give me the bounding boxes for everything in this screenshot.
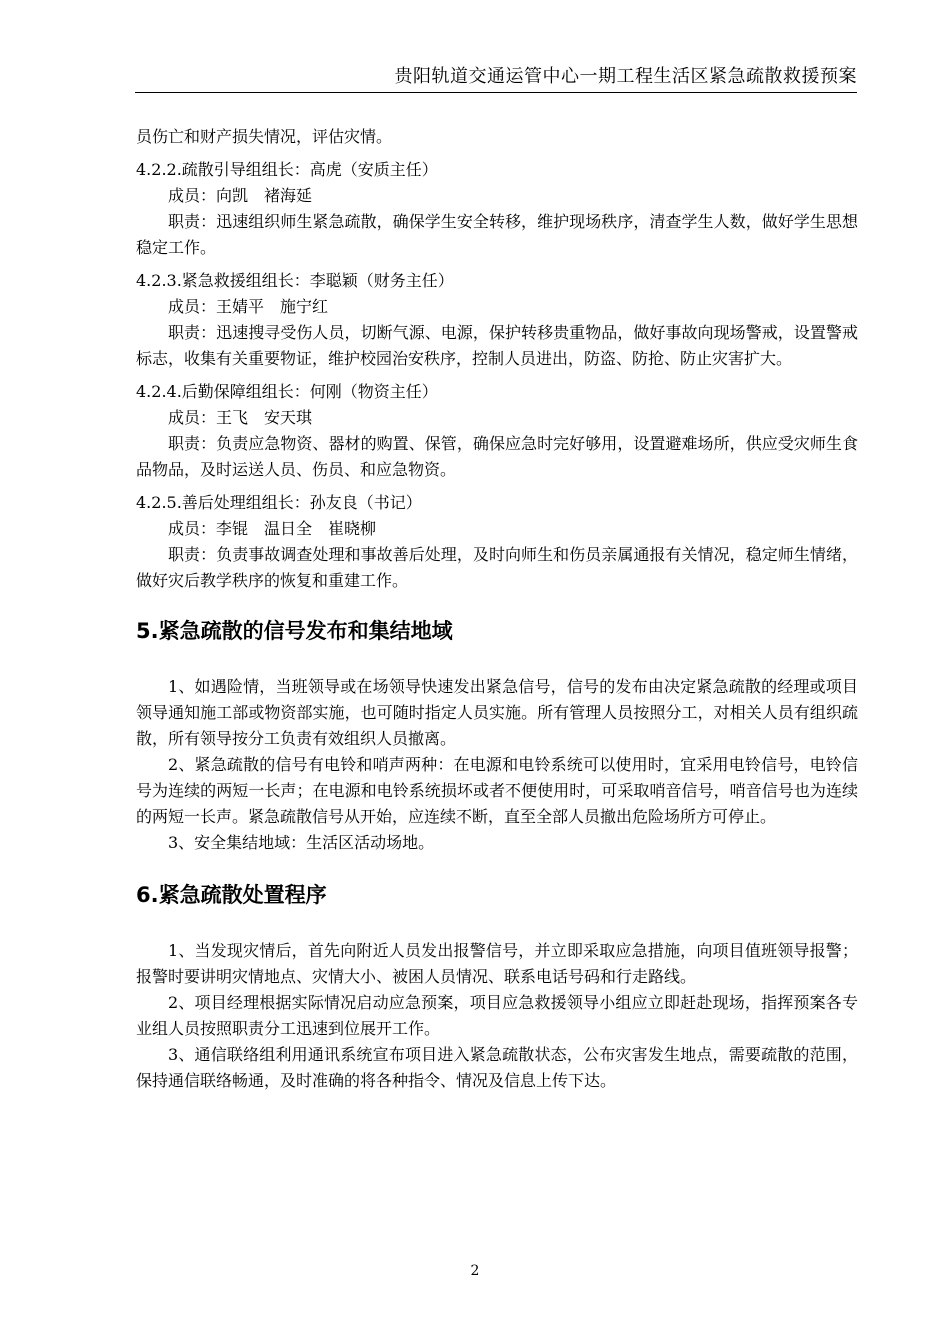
section-4-2-3-title: 4.2.3.紧急救援组组长：李聪颖（财务主任）	[136, 271, 454, 290]
section-6-paragraph-3: 3、通信联络组利用通讯系统宣布项目进入紧急疏散状态，公布灾害发生地点，需要疏散的范围，保持通信联络畅通，及时准确的将各种指令、情况及信息上传下达。	[136, 1045, 858, 1090]
page-header-title: 贵阳轨道交通运管中心一期工程生活区紧急疏散救援预案	[394, 66, 857, 87]
header-divider	[135, 92, 857, 93]
section-4-2-4-members: 成员：王飞 安天琪	[168, 408, 313, 427]
section-4-2-5-title: 4.2.5.善后处理组组长：孙友良（书记）	[136, 493, 422, 512]
section-4-2-5-members: 成员：李锟 温日全 崔晓柳	[168, 519, 377, 538]
section-5-paragraph-1: 1、如遇险情，当班领导或在场领导快速发出紧急信号，信号的发布由决定紧急疏散的经理或项目领导通知施工部或物资部实施，也可随时指定人员实施。所有管理人员按照分工，对相关人员有组织疏散，所有领导按分工负责有效组织人员撤离。	[136, 677, 858, 748]
document-body	[136, 124, 858, 1094]
page-number: 2	[470, 1263, 480, 1279]
section-6-heading: 6.紧急疏散处置程序	[136, 883, 327, 907]
section-4-2-3-members: 成员：王婧平 施宁红	[168, 297, 329, 316]
section-5-paragraph-2: 2、紧急疏散的信号有电铃和哨声两种：在电源和电铃系统可以使用时，宜采用电铃信号，电铃信号为连续的两短一长声；在电源和电铃系统损坏或者不便使用时，可采取哨音信号，哨音信号也为连续的两短一长声。紧急疏散信号从开始，应连续不断，直至全部人员撤出危险场所方可停止。	[136, 755, 858, 826]
section-4-2-4-title: 4.2.4.后勤保障组组长：何刚（物资主任）	[136, 382, 438, 401]
section-5-heading: 5.紧急疏散的信号发布和集结地域	[136, 619, 453, 643]
section-4-2-2-title: 4.2.2.疏散引导组组长：高虎（安质主任）	[136, 160, 438, 179]
section-6-paragraph-2: 2、项目经理根据实际情况启动应急预案，项目应急救援领导小组应立即赶赴现场，指挥预案各专业组人员按照职责分工迅速到位展开工作。	[136, 993, 858, 1038]
section-5-paragraph-3: 3、安全集结地域：生活区活动场地。	[168, 833, 435, 852]
section-4-2-2-members: 成员：向凯 褚海延	[168, 186, 313, 205]
section-4-2-2-duty: 职责：迅速组织师生紧急疏散，确保学生安全转移，维护现场秩序，清查学生人数，做好学生思想稳定工作。	[136, 212, 858, 257]
section-4-2-4-duty: 职责：负责应急物资、器材的购置、保管，确保应急时完好够用，设置避难场所，供应受灾师生食品物品，及时运送人员、伤员、和应急物资。	[136, 434, 858, 479]
section-4-2-5-duty: 职责：负责事故调查处理和事故善后处理，及时向师生和伤员亲属通报有关情况，稳定师生情绪，做好灾后教学秩序的恢复和重建工作。	[136, 545, 858, 590]
section-6-paragraph-1: 1、当发现灾情后，首先向附近人员发出报警信号，并立即采取应急措施，向项目值班领导报警；报警时要讲明灾情地点、灾情大小、被困人员情况、联系电话号码和行走路线。	[136, 941, 858, 986]
section-4-2-3-duty: 职责：迅速搜寻受伤人员，切断气源、电源，保护转移贵重物品，做好事故向现场警戒，设置警戒标志，收集有关重要物证，维护校园治安秩序，控制人员进出，防盗、防抢、防止灾害扩大。	[136, 323, 858, 368]
continued-paragraph: 员伤亡和财产损失情况，评估灾情。	[136, 127, 393, 146]
